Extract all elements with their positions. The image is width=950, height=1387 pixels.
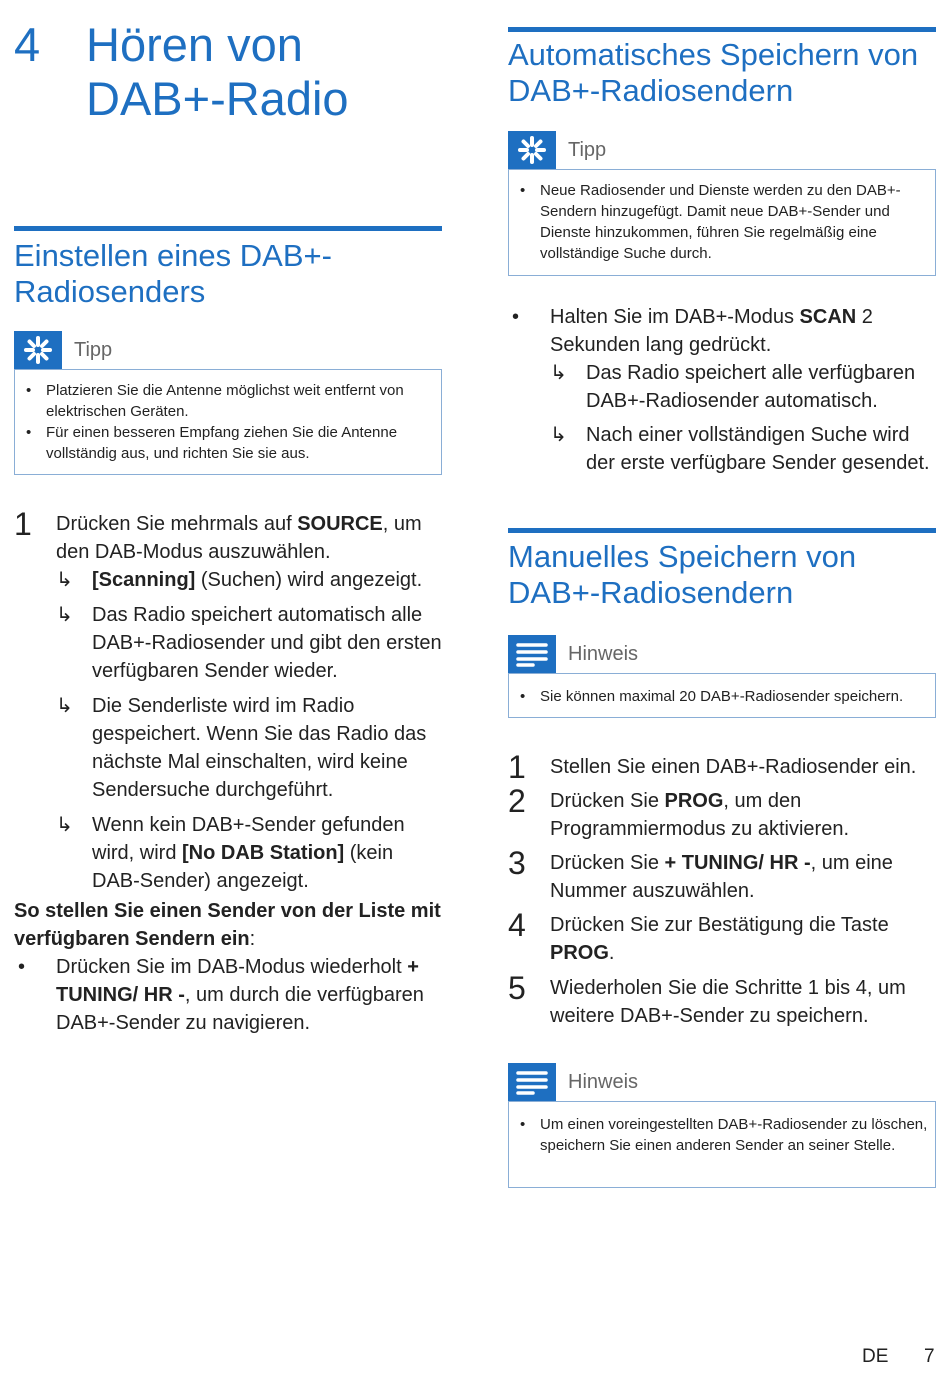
result-item: ↳ Die Senderliste wird im Radio gespeichert. Wenn Sie das Radio das nächste Mal einschalten, wird keine Sendersuche durchgeführt. <box>56 692 442 804</box>
note-label: Hinweis <box>568 1070 639 1093</box>
section-heading-tune: Einstellen eines DAB+-Radiosenders <box>14 238 332 309</box>
tip-icon <box>508 131 556 169</box>
result-item: ↳ Das Radio speichert alle verfügbaren DAB+-Radiosender automatisch. <box>550 359 936 415</box>
tip-box <box>14 369 442 475</box>
instruction-heading: So stellen Sie einen Sender von der Liste mit verfügbaren Sendern ein: <box>14 900 441 950</box>
step-text: Drücken Sie mehrmals auf SOURCE, um den DAB-Modus auszuwählen. <box>56 513 422 563</box>
arrow-icon: ↳ <box>56 569 73 591</box>
section-rule <box>14 226 442 231</box>
note-item: • Sie können maximal 20 DAB+-Radiosender speichern. <box>509 686 935 707</box>
section-heading-auto: Automatisches Speichern von DAB+-Radiosendern <box>508 37 919 108</box>
page-number: 7 <box>924 1346 935 1367</box>
result-item: ↳ Nach einer vollständigen Suche wird der erste verfügbare Sender gesendet. <box>550 421 936 477</box>
footer-language: DE <box>862 1346 889 1367</box>
bullet-dot: • <box>18 956 26 978</box>
tip-label: Tipp <box>74 338 113 361</box>
tip-label: Tipp <box>568 138 607 161</box>
tip-icon <box>14 331 62 369</box>
note-box <box>508 673 936 718</box>
section-rule <box>508 27 936 32</box>
bullet-dot: • <box>512 306 520 328</box>
chapter-heading: Hören von DAB+-Radio <box>86 18 349 125</box>
note-icon <box>508 635 556 673</box>
note-header <box>508 635 638 673</box>
step-number: 1 <box>508 749 526 785</box>
note-box <box>508 1101 936 1188</box>
note-icon <box>508 1063 556 1101</box>
step-number: 3 <box>508 845 526 881</box>
result-item: ↳ Wenn kein DAB+-Sender gefunden wird, wird [No DAB Station] (kein DAB-Sender) angezeigt. <box>56 811 442 895</box>
tip-header <box>508 131 606 169</box>
section-heading-manual: Manuelles Speichern von DAB+-Radiosendern <box>508 539 857 610</box>
arrow-icon: ↳ <box>550 362 567 384</box>
tip-item: • Neue Radiosender und Dienste werden zu den DAB+-Sendern hinzugefügt. Damit neue DAB+-Sender und Dienste hinzukommen, führen Sie regelmäßig eine vollständige Suche durch. <box>509 180 935 264</box>
tip-box <box>508 169 936 276</box>
note-label: Hinweis <box>568 642 639 665</box>
tip-item: • Für einen besseren Empfang ziehen Sie die Antenne vollständig aus, und richten Sie sie aus. <box>15 422 441 464</box>
tip-item: • Platzieren Sie die Antenne möglichst weit entfernt von elektrischen Geräten. <box>15 380 441 422</box>
arrow-icon: ↳ <box>550 424 567 446</box>
result-item: ↳ [Scanning] (Suchen) wird angezeigt. <box>56 566 442 594</box>
note-item: • Um einen voreingestellten DAB+-Radiosender zu löschen, speichern Sie einen anderen Sender an seiner Stelle. <box>509 1114 935 1156</box>
arrow-icon: ↳ <box>56 695 73 717</box>
section-rule <box>508 528 936 533</box>
note-header <box>508 1063 638 1101</box>
arrow-icon: ↳ <box>56 604 73 626</box>
step-number: 1 <box>14 506 32 542</box>
chapter-number: 4 <box>14 18 41 71</box>
step-number: 2 <box>508 783 526 819</box>
tip-header <box>14 331 112 369</box>
step-number: 5 <box>508 970 526 1006</box>
arrow-icon: ↳ <box>56 814 73 836</box>
result-item: ↳ Das Radio speichert automatisch alle DAB+-Radiosender und gibt den ersten verfügbaren Sender wieder. <box>56 601 442 685</box>
step-number: 4 <box>508 907 526 943</box>
